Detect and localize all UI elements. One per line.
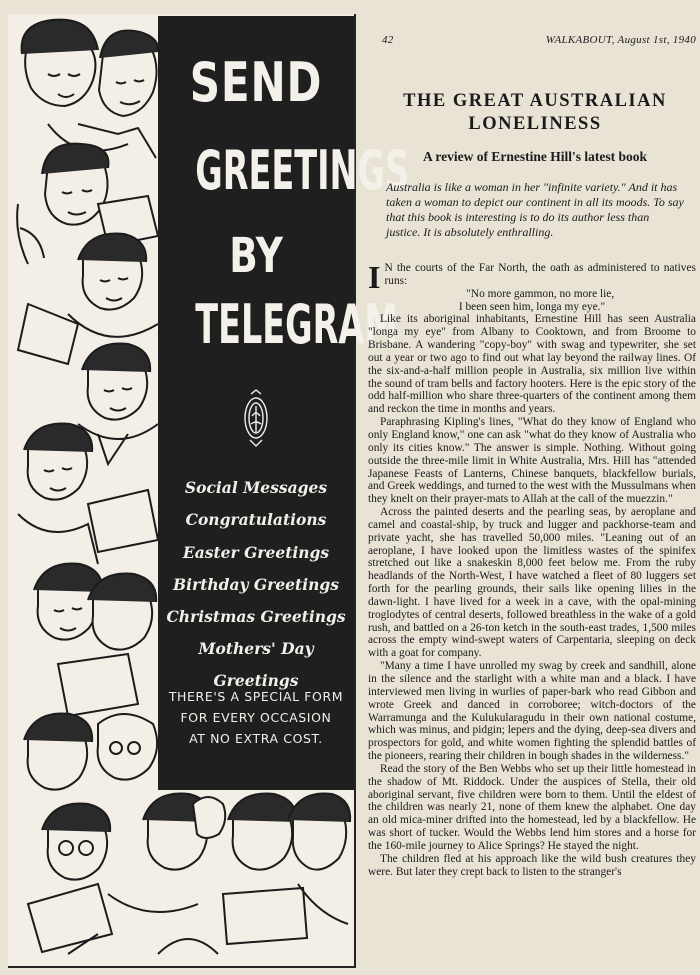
verse-line-1: "No more gammon, no more lie, <box>466 287 615 300</box>
occasion-social-messages: Social Messages <box>184 478 328 497</box>
tagline-line-2: FOR EVERY OCCASION <box>180 710 332 725</box>
article-body <box>368 259 696 879</box>
title-line-1: THE GREAT AUSTRALIAN <box>403 91 667 111</box>
magazine-issue: WALKABOUT, August 1st, 1940 <box>545 34 696 46</box>
tagline-line-3: AT NO EXTRA COST. <box>189 731 323 746</box>
special-form-tagline <box>158 686 354 749</box>
paragraph-6: Read the story of the Ben Webbs who set up their little homestead in the shadow of Mt. Riddock. Under the auspices of Stella, their old aboriginal servant, five children were born to them. Until the eldest of the children was nearly 21, none of them knew the alphabet. One day an old mica-miner drifted into the homestead, led by a blackfellow. He was short of tucker. Would the Webbs lend him stores and a horse for the 160-mile journey to Alice Springs? He stayed the night. <box>368 762 696 852</box>
paragraph-2: Like its aboriginal inhabitants, Ernestine Hill has seen Australia "longa my eye" from Albany to Cooktown, and from Broome to Brisbane. A wandering "copy-boy" with swag and typewriter, she set out a year or two ago to find out what lay beyond the railway lines. Of the six-and-a-half million people in Australia, six million live within the sound of tram bells and factory hooters. Here is the epic story of the odd half-million who share three-quarters of the continent among them and reckon the time in months and years. <box>368 313 696 416</box>
headline-by: BY <box>229 228 283 284</box>
paragraph-1-text: N the courts of the Far North, the oath as administered to natives runs: <box>384 262 696 287</box>
paragraph-7: The children fled at his approach like the wild bush creatures they were. But later they crept back to listen to the stranger's <box>368 852 696 878</box>
occasion-mothers-day-greetings: Mothers' Day Greetings <box>198 639 314 691</box>
paragraph-5: "Many a time I have unrolled my swag by creek and sandhill, alone in the silence and the starlight with a white man and a black. I have interviewed men living in wurlies of paper-bark who read Gibbon and wrote Greek and danced in corroboree; witch-doctors of the Warramunga and the Kulukularagudu in their own national costume, which was minus, and pidgin; lepers and the dying, deep-sea divers and prospectors for gold, and white women fighting the splendid battles of the pioneers, rearing their children in bough shades in the wilderness." <box>368 660 696 763</box>
drop-cap: I <box>368 259 381 295</box>
title-line-2: LONELINESS <box>468 114 602 134</box>
postmaster-general-crest-icon <box>242 388 270 452</box>
article-intro: Australia is like a woman in her "infinite variety." And it has taken a woman to depict our continent in all its moods. To say that this book is interesting is to do its author less than justice. It is absolutely enthralling. <box>386 180 684 239</box>
headline-greetings: GREETINGS <box>195 139 410 202</box>
article-subtitle: A review of Ernestine Hill's latest book <box>423 149 647 164</box>
tagline-line-1: THERE'S A SPECIAL FORM <box>168 689 344 704</box>
headline-telegram: TELEGRAM <box>195 293 398 356</box>
occasion-birthday-greetings: Birthday Greetings <box>173 574 339 594</box>
verse-line-2: I been seen him, longa my eye." <box>458 300 606 313</box>
paragraph-3: Paraphrasing Kipling's lines, "What do they know of England who only England know," one can ask "what do they know of Australia who only its cities know." The answer is simple. Nothing. Without going outside the three-mile limit in White Australia, Mrs. Hill has "attended Japanese Feasts of Lanterns, Chinese banquets, blackfellow burials, and Greek weddings, and turned to the west with the Mussulmans when they knelt on their prayer-mats to Allah at the call of the muezzin." <box>368 416 696 506</box>
page-number: 42 <box>382 34 394 46</box>
occasions-list <box>158 472 354 691</box>
headline-send: SEND <box>189 51 323 114</box>
occasion-easter-greetings: Easter Greetings <box>182 542 330 562</box>
occasion-congratulations: Congratulations <box>185 510 327 530</box>
occasion-christmas-greetings: Christmas Greetings <box>166 607 346 627</box>
article-title <box>374 90 696 136</box>
paragraph-4: Across the painted deserts and the pearling seas, by aeroplane and camel and coastal-ship, by truck and lugger and packhorse-team and private yacht, she has travelled 50,000 miles. "Leaning out of an aeroplane, I have looked upon the limitless wastes of the spinifex stretched out like a snakeskin 8,000 feet below me. From the ruby headlands of the North-West, I have watched a fleet of 80 luggers set forth for the pearling grounds, their sails like opening lilies in the dawn-light. I have lived for a week in a cave, with the opal-mining troglodytes of central deserts, followed breathless in the wake of a gold rush, and battled on a 26-ton ketch in the south-east trades, 1,500 miles across the empty wind-swept waters of Carpentaria, sleeping on deck with a goat for company. <box>368 506 696 660</box>
article <box>366 0 696 975</box>
